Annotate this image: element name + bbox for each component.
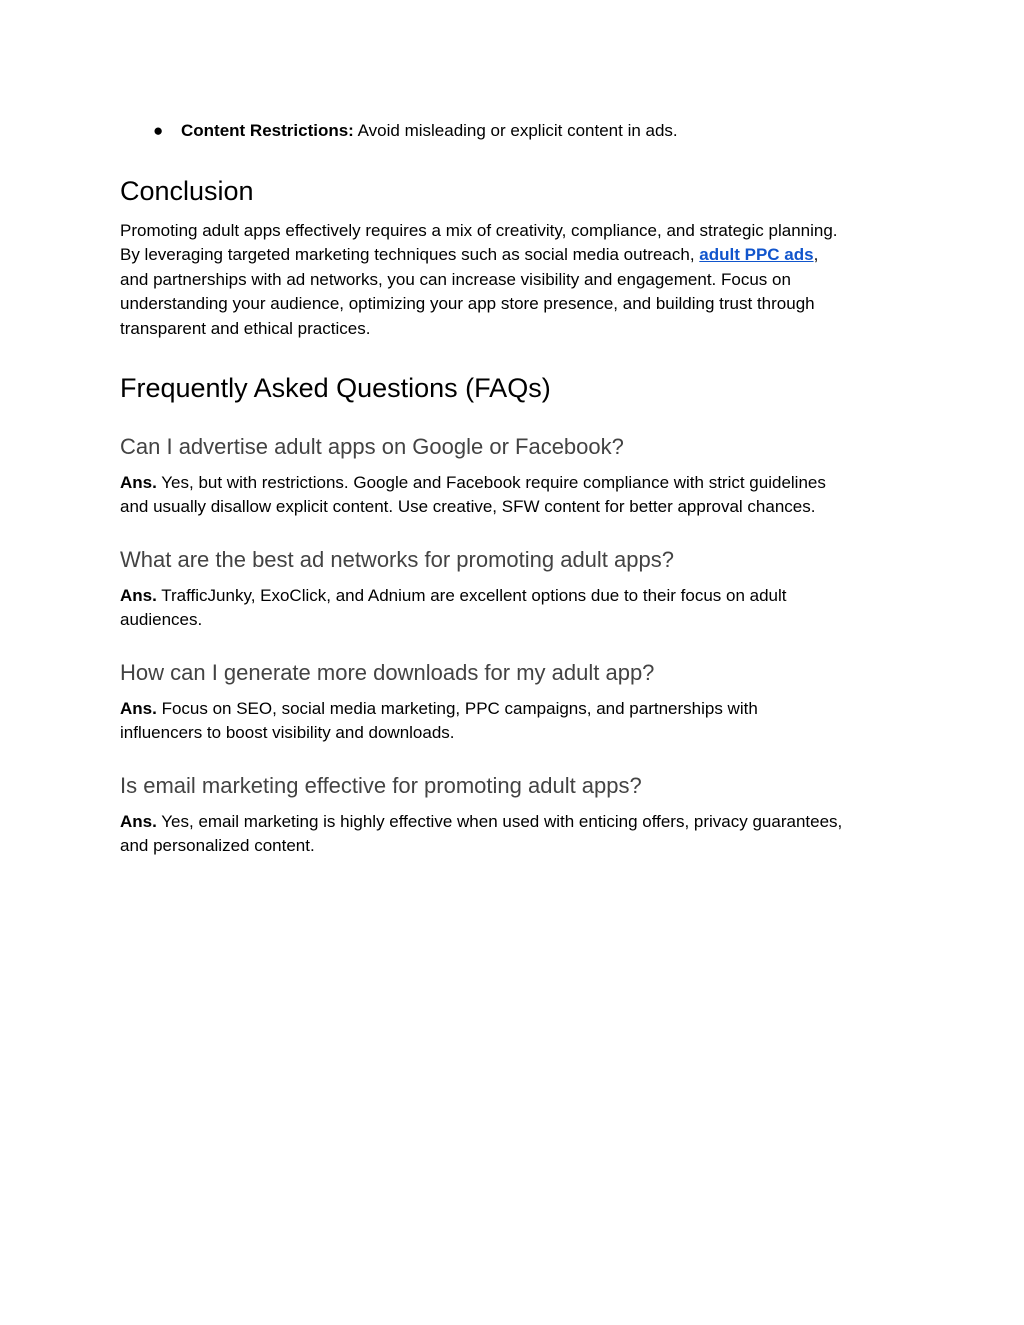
conclusion-line-1: Promoting adult apps effectively requires a mix of creativity, compliance, and strategic planning. [120, 221, 838, 240]
conclusion-line-2-comma: , [813, 245, 819, 265]
faq-answer-1 [120, 471, 910, 520]
conclusion-line-3: and partnerships with ad networks, you can increase visibility and engagement. Focus on [120, 269, 791, 289]
faq-answer-2-text: TrafficJunky, ExoClick, and Adnium are excellent options due to their focus on adult [156, 586, 787, 605]
conclusion-line-5: transparent and ethical practices. [120, 318, 371, 338]
adult-ppc-ads-link[interactable]: adult PPC ads [699, 245, 814, 265]
answer-prefix: Ans. [120, 812, 157, 831]
faq-answer-4-text: Yes, email marketing is highly effective when used with enticing offers, privacy guarantees, [156, 812, 843, 831]
faq-answer-4-line-1 [120, 810, 910, 834]
faq-answer-1-line-1 [120, 471, 910, 495]
faq-answer-3-text: Focus on SEO, social media marketing, PPC campaigns, and partnerships with [156, 699, 758, 718]
faq-question-1: Can I advertise adult apps on Google or Facebook? [120, 434, 624, 459]
bullet-item-content-restrictions [153, 119, 678, 143]
faq-answer-3 [120, 697, 910, 746]
bullet-description: Avoid misleading or explicit content in ads. [353, 121, 678, 140]
faq-question-4: Is email marketing effective for promoting adult apps? [120, 773, 642, 798]
bullet-icon: ● [153, 121, 164, 140]
conclusion-line-2-text: By leveraging targeted marketing techniques such as social media outreach, [120, 245, 700, 265]
faq-answer-3-line-2: influencers to boost visibility and downloads. [120, 723, 455, 743]
answer-prefix: Ans. [120, 699, 157, 718]
faq-question-3: How can I generate more downloads for my adult app? [120, 660, 655, 685]
conclusion-paragraph [120, 219, 910, 341]
faq-answer-4-line-2: and personalized content. [120, 836, 315, 856]
bullet-text [181, 121, 678, 140]
conclusion-heading: Conclusion [120, 176, 254, 206]
bullet-label: Content Restrictions: [181, 121, 354, 140]
conclusion-line-2 [120, 243, 910, 267]
answer-prefix: Ans. [120, 586, 157, 605]
faq-question-2: What are the best ad networks for promoting adult apps? [120, 547, 674, 572]
faq-heading: Frequently Asked Questions (FAQs) [120, 373, 551, 403]
conclusion-line-4: understanding your audience, optimizing your app store presence, and building trust through [120, 294, 815, 314]
faq-answer-1-line-2: and usually disallow explicit content. Use creative, SFW content for better approval chances. [120, 497, 816, 517]
answer-prefix: Ans. [120, 473, 157, 492]
faq-answer-2-line-1 [120, 584, 910, 608]
faq-answer-2-line-2: audiences. [120, 610, 203, 630]
faq-answer-1-text: Yes, but with restrictions. Google and Facebook require compliance with strict guidelines [156, 473, 826, 492]
faq-answer-2 [120, 584, 910, 633]
faq-answer-3-line-1 [120, 697, 910, 721]
faq-answer-4 [120, 810, 910, 859]
